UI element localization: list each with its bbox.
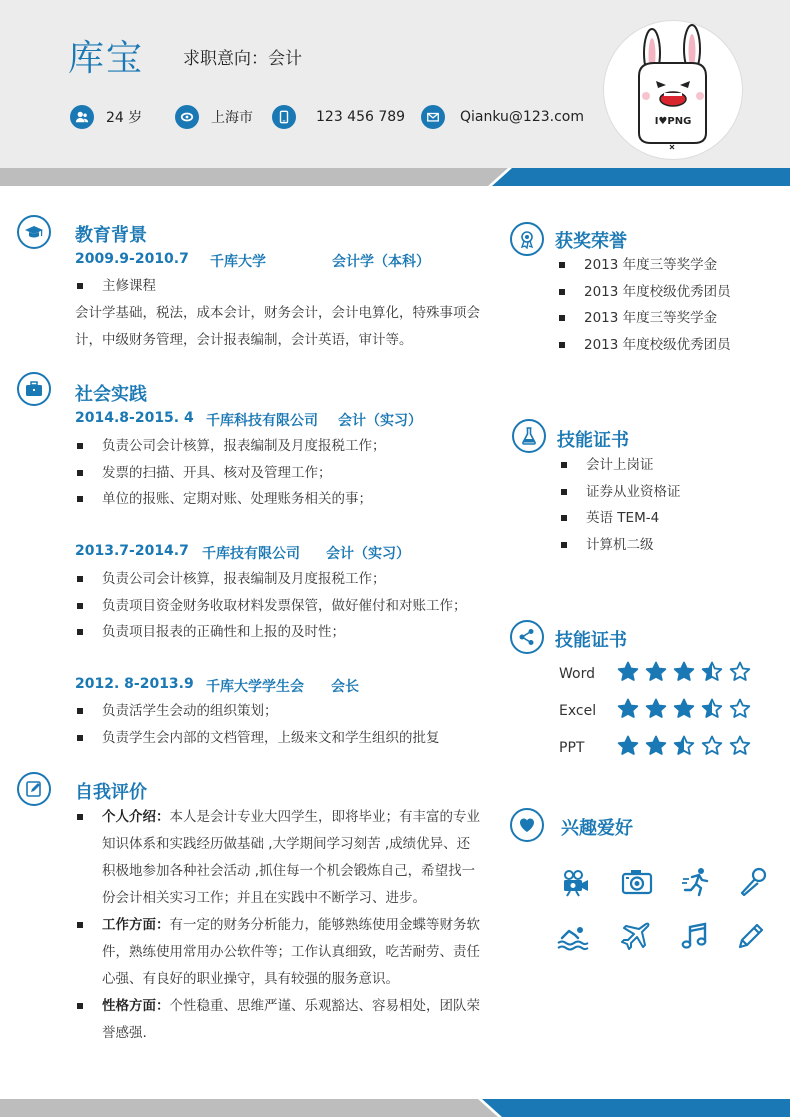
age-info <box>70 104 142 130</box>
star-half-icon <box>673 735 695 757</box>
star-full-icon <box>617 661 639 683</box>
star-full-icon <box>673 661 695 683</box>
star-empty-icon <box>729 698 751 720</box>
microphone-icon <box>733 862 773 902</box>
age-text: 24 岁 <box>106 110 143 126</box>
star-full-icon <box>645 698 667 720</box>
certificates-title: 技能证书 <box>557 430 629 451</box>
practice-1-org: 千库科技有限公司 <box>206 413 318 429</box>
list-item: 负责公司会计核算，报表编制及月度报税工作； <box>75 433 386 460</box>
course-label: 主修课程 <box>75 273 156 300</box>
camcorder-icon <box>555 862 595 902</box>
awards-section-icon <box>510 222 544 256</box>
skills-section-icon <box>510 620 544 654</box>
skill-stars <box>617 698 757 724</box>
skill-name: Excel <box>559 702 597 719</box>
practice-1-role: 会计（实习） <box>338 413 422 429</box>
bunny-avatar-icon <box>604 21 742 159</box>
education-period: 2009.9-2010.7 <box>75 251 189 267</box>
skill-name: PPT <box>559 739 585 756</box>
self-eval-label: 工作方面： <box>102 917 170 933</box>
skill-stars <box>617 735 757 761</box>
star-empty-icon <box>729 735 751 757</box>
skill-row <box>559 655 757 692</box>
list-item: 证券从业资格证 <box>559 479 681 506</box>
list-item: 2013 年度校级优秀团员 <box>557 279 731 306</box>
heart-icon <box>517 815 537 835</box>
self-eval-label: 性格方面： <box>102 998 170 1014</box>
star-full-icon <box>645 661 667 683</box>
practice-3-period: 2012. 8-2013.9 <box>75 676 194 692</box>
star-half-icon <box>701 698 723 720</box>
certificates-section-icon <box>512 419 546 453</box>
city-info <box>175 104 253 130</box>
airplane-icon <box>615 916 655 956</box>
graduation-cap-icon <box>24 222 44 242</box>
practice-2-list <box>75 566 467 646</box>
hobbies-title: 兴趣爱好 <box>561 818 633 839</box>
self-eval-list <box>75 804 480 1047</box>
list-item: 负责学生会内部的文档管理，上级来文和学生组织的批复 <box>75 725 440 752</box>
star-full-icon <box>645 735 667 757</box>
self-eval-label: 个人介绍： <box>102 809 170 825</box>
phone-text: 123 456 789 <box>316 109 406 125</box>
email-info <box>421 104 584 130</box>
practice-1-list <box>75 433 386 513</box>
education-title: 教育背景 <box>75 225 147 246</box>
star-full-icon <box>617 735 639 757</box>
practice-2-org: 千库技有限公司 <box>202 546 300 562</box>
city-text: 上海市 <box>211 110 253 126</box>
list-item: 2013 年度校级优秀团员 <box>557 332 731 359</box>
avatar <box>603 20 743 160</box>
briefcase-icon <box>24 379 44 399</box>
list-item: 负责公司会计核算，报表编制及月度报税工作； <box>75 566 467 593</box>
self-eval-text: 有一定的财务分析能力，能够熟练使用金蝶等财务软件，熟练使用常用办公软件等；工作认真细致，吃苦耐劳、责任心强、有良好的职业操守，具有较强的服务意识。 <box>102 917 480 987</box>
self-eval-text: 个性稳重、思维严谨、乐观豁达、容易相处，团队荣誉感强. <box>102 998 480 1041</box>
skills-title: 技能证书 <box>555 630 627 651</box>
medal-icon <box>517 229 537 249</box>
skill-row <box>559 729 757 766</box>
list-item: 负责活学生会动的组织策划； <box>75 698 440 725</box>
skill-row <box>559 692 757 729</box>
list-item: 2013 年度三等奖学金 <box>557 252 731 279</box>
job-objective: 求职意向：会计 <box>183 49 302 69</box>
location-icon <box>175 105 199 129</box>
edit-icon <box>24 779 44 799</box>
user-icon <box>70 105 94 129</box>
education-school: 千库大学 <box>210 254 266 270</box>
flask-icon <box>519 426 539 446</box>
practice-3-list <box>75 698 440 751</box>
list-item: 负责项目资金财务收取材料发票保管，做好催付和对账工作； <box>75 593 467 620</box>
star-empty-icon <box>701 735 723 757</box>
list-item <box>75 993 480 1047</box>
skills-rating-list <box>559 655 757 766</box>
footer-stripe <box>0 1099 790 1117</box>
practice-2-role: 会计（实习） <box>326 546 410 562</box>
phone-icon <box>272 105 296 129</box>
skill-name: Word <box>559 665 595 682</box>
list-item: 2013 年度三等奖学金 <box>557 305 731 332</box>
education-major: 会计学（本科） <box>332 254 430 270</box>
email-icon <box>421 105 445 129</box>
certificates-list <box>559 452 681 558</box>
star-full-icon <box>673 698 695 720</box>
list-item <box>75 804 480 912</box>
candidate-name: 库宝 <box>68 38 145 79</box>
practice-3-org: 千库大学学生会 <box>206 679 304 695</box>
camera-icon <box>617 862 657 902</box>
practice-3-role: 会长 <box>331 679 359 695</box>
list-item: 负责项目报表的正确性和上报的及时性； <box>75 619 467 646</box>
list-item: 发票的扫描、开具、核对及管理工作； <box>75 460 386 487</box>
education-section-icon <box>17 215 51 249</box>
skill-stars <box>617 661 757 687</box>
avatar-logo-text: I♥PNG <box>654 116 692 127</box>
practice-section-icon <box>17 372 51 406</box>
practice-title: 社会实践 <box>75 384 147 405</box>
course-list <box>75 273 156 300</box>
swimming-icon <box>553 916 593 956</box>
list-item: 英语 TEM-4 <box>559 505 681 532</box>
self-eval-text: 本人是会计专业大四学生，即将毕业；有丰富的专业知识体系和实践经历做基础 ,大学期间学习刻苦 ,成绩优异、还积极地参加各种社会活动 ,抓住每一个机会锻炼自己，希望找一份会计相关实习工作；并且在实践中不断学习、进步。 <box>102 809 480 906</box>
practice-2-period: 2013.7-2014.7 <box>75 543 189 559</box>
practice-1-period: 2014.8-2015. 4 <box>75 410 194 426</box>
star-full-icon <box>617 698 639 720</box>
running-icon <box>677 862 717 902</box>
list-item <box>75 912 480 993</box>
star-half-icon <box>701 661 723 683</box>
music-icon <box>675 916 715 956</box>
awards-title: 获奖荣誉 <box>555 231 627 252</box>
list-item: 会计上岗证 <box>559 452 681 479</box>
star-empty-icon <box>729 661 751 683</box>
self-eval-section-icon <box>17 772 51 806</box>
self-eval-title: 自我评价 <box>75 782 147 803</box>
awards-list <box>557 252 731 358</box>
email-text: Qianku@123.com <box>460 109 584 125</box>
pencil-icon <box>731 916 771 956</box>
phone-info <box>272 104 405 130</box>
list-item: 单位的报账、定期对账、处理账务相关的事； <box>75 486 386 513</box>
header-divider-stripe <box>0 168 790 188</box>
list-item: 计算机二级 <box>559 532 681 559</box>
share-icon <box>517 627 537 647</box>
hobbies-section-icon <box>510 808 544 842</box>
course-detail: 会计学基础，税法，成本会计，财务会计，会计电算化，特殊事项会计，中级财务管理，会计报表编制，会计英语，审计等。 <box>75 305 480 348</box>
